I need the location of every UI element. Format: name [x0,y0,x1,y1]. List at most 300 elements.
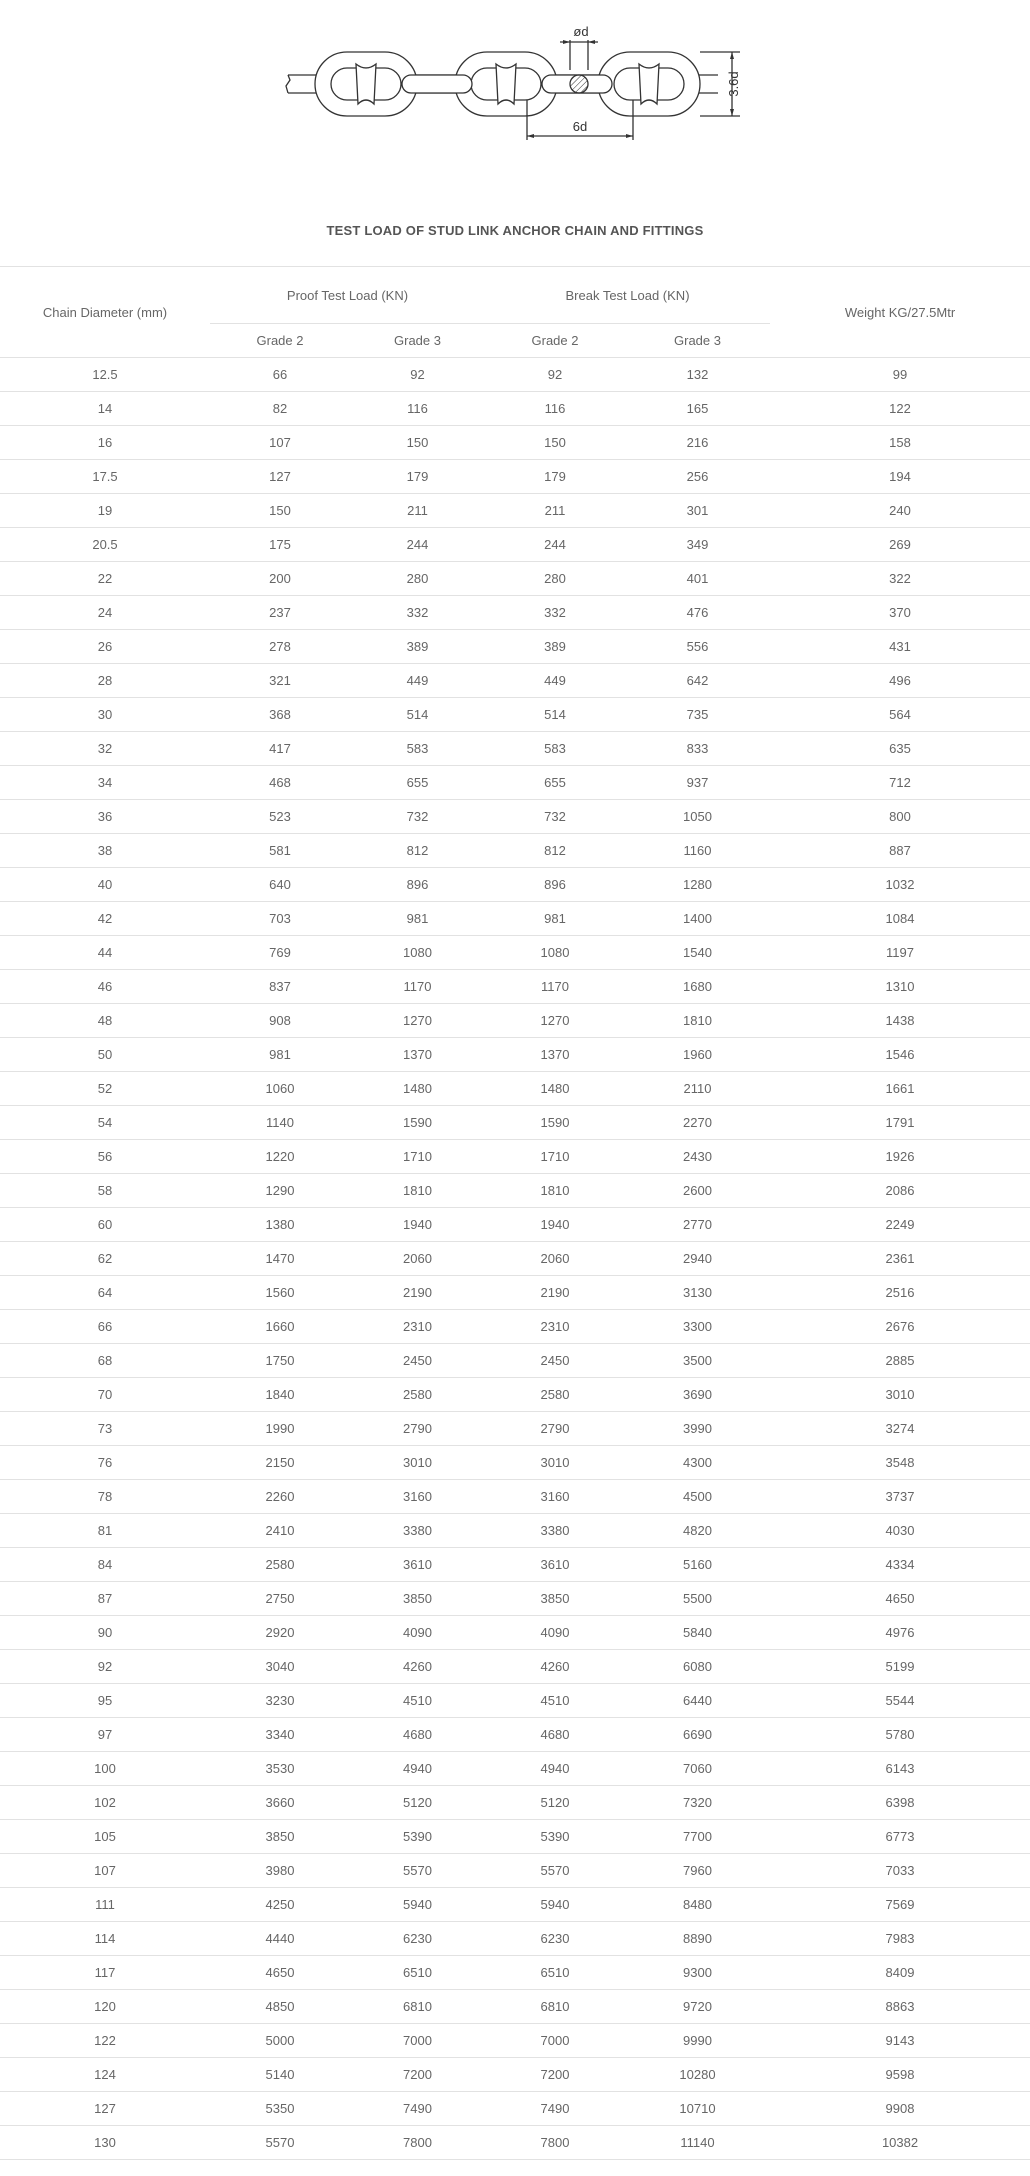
table-title: TEST LOAD OF STUD LINK ANCHOR CHAIN AND FITTINGS [326,223,704,238]
table-row [0,1378,1030,1412]
cell-weight: 1546 [770,1038,1030,1072]
table-row [0,562,1030,596]
cell-proof-grade-2: 3980 [210,1854,350,1888]
cell-break-grade-2: 2790 [485,1412,625,1446]
cell-weight: 1661 [770,1072,1030,1106]
cell-weight: 6143 [770,1752,1030,1786]
cell-weight: 4650 [770,1582,1030,1616]
cell-proof-grade-2: 5350 [210,2092,350,2126]
cell-weight: 158 [770,426,1030,460]
cell-break-grade-3: 10280 [625,2058,770,2092]
cell-break-grade-2: 3610 [485,1548,625,1582]
cell-proof-grade-3: 1370 [350,1038,485,1072]
cell-proof-grade-3: 7000 [350,2024,485,2058]
cell-proof-grade-2: 127 [210,460,350,494]
header-chain-diameter: Chain Diameter (mm) [0,267,210,358]
cell-weight: 3010 [770,1378,1030,1412]
cell-diameter: 12.5 [0,358,210,392]
cell-weight: 4334 [770,1548,1030,1582]
table-row [0,426,1030,460]
cell-weight: 1791 [770,1106,1030,1140]
table-body [0,358,1030,2160]
table-row [0,1820,1030,1854]
cell-weight: 10382 [770,2126,1030,2160]
cell-proof-grade-3: 1170 [350,970,485,1004]
cell-weight: 712 [770,766,1030,800]
table-row [0,1344,1030,1378]
cell-proof-grade-2: 1750 [210,1344,350,1378]
cell-proof-grade-2: 200 [210,562,350,596]
table-row [0,1412,1030,1446]
cell-weight: 7983 [770,1922,1030,1956]
cell-proof-grade-2: 908 [210,1004,350,1038]
dimension-pitch-label: 6d [572,119,588,134]
cell-break-grade-3: 1050 [625,800,770,834]
cell-diameter: 50 [0,1038,210,1072]
cell-proof-grade-2: 5000 [210,2024,350,2058]
cell-break-grade-3: 5500 [625,1582,770,1616]
table-row [0,1650,1030,1684]
cell-proof-grade-2: 981 [210,1038,350,1072]
cell-break-grade-2: 1590 [485,1106,625,1140]
cell-break-grade-2: 1480 [485,1072,625,1106]
cell-proof-grade-2: 1060 [210,1072,350,1106]
cell-break-grade-3: 8890 [625,1922,770,1956]
cell-proof-grade-2: 1560 [210,1276,350,1310]
cell-break-grade-3: 4820 [625,1514,770,1548]
cell-break-grade-2: 1270 [485,1004,625,1038]
cell-break-grade-3: 7060 [625,1752,770,1786]
cell-diameter: 68 [0,1344,210,1378]
cell-break-grade-2: 4680 [485,1718,625,1752]
table-row [0,902,1030,936]
cell-diameter: 48 [0,1004,210,1038]
table-row [0,834,1030,868]
cell-break-grade-3: 401 [625,562,770,596]
table-row [0,630,1030,664]
cell-break-grade-3: 2940 [625,1242,770,1276]
cell-weight: 6398 [770,1786,1030,1820]
cell-break-grade-2: 92 [485,358,625,392]
table-row [0,494,1030,528]
cell-proof-grade-3: 280 [350,562,485,596]
table-row [0,1480,1030,1514]
cell-diameter: 32 [0,732,210,766]
cell-diameter: 52 [0,1072,210,1106]
cell-diameter: 66 [0,1310,210,1344]
cell-proof-grade-2: 1660 [210,1310,350,1344]
cell-diameter: 105 [0,1820,210,1854]
cell-weight: 240 [770,494,1030,528]
cell-weight: 8863 [770,1990,1030,2024]
cell-break-grade-3: 3990 [625,1412,770,1446]
cell-break-grade-3: 3300 [625,1310,770,1344]
cell-proof-grade-2: 1380 [210,1208,350,1242]
cell-weight: 269 [770,528,1030,562]
dimension-width-label: 3.6d [726,71,741,97]
chain-spec-table [0,266,1030,2160]
cell-break-grade-2: 6230 [485,1922,625,1956]
cell-weight: 1310 [770,970,1030,1004]
cell-proof-grade-3: 2190 [350,1276,485,1310]
cell-break-grade-2: 981 [485,902,625,936]
cell-proof-grade-3: 732 [350,800,485,834]
cell-break-grade-2: 4090 [485,1616,625,1650]
cell-proof-grade-3: 4090 [350,1616,485,1650]
cell-break-grade-3: 6440 [625,1684,770,1718]
header-proof-grade-2: Grade 2 [256,333,304,348]
cell-proof-grade-3: 981 [350,902,485,936]
cell-break-grade-3: 256 [625,460,770,494]
table-row [0,1684,1030,1718]
cell-proof-grade-3: 514 [350,698,485,732]
cell-proof-grade-2: 237 [210,596,350,630]
header-proof-test-load: Proof Test Load (KN) [210,267,485,324]
cell-weight: 194 [770,460,1030,494]
cell-break-grade-3: 6690 [625,1718,770,1752]
cell-proof-grade-2: 3850 [210,1820,350,1854]
cell-proof-grade-2: 1290 [210,1174,350,1208]
cell-break-grade-3: 1540 [625,936,770,970]
cell-diameter: 44 [0,936,210,970]
cell-proof-grade-3: 2310 [350,1310,485,1344]
cell-break-grade-3: 1160 [625,834,770,868]
cell-diameter: 114 [0,1922,210,1956]
cell-proof-grade-3: 583 [350,732,485,766]
cell-break-grade-2: 3850 [485,1582,625,1616]
cell-diameter: 30 [0,698,210,732]
cell-break-grade-2: 244 [485,528,625,562]
cell-diameter: 34 [0,766,210,800]
cell-proof-grade-2: 4650 [210,1956,350,1990]
cell-break-grade-3: 4300 [625,1446,770,1480]
cell-proof-grade-3: 3380 [350,1514,485,1548]
cell-break-grade-2: 1370 [485,1038,625,1072]
cell-weight: 7033 [770,1854,1030,1888]
cell-proof-grade-2: 1470 [210,1242,350,1276]
cell-weight: 9908 [770,2092,1030,2126]
cell-break-grade-3: 833 [625,732,770,766]
cell-break-grade-2: 4940 [485,1752,625,1786]
cell-proof-grade-2: 1990 [210,1412,350,1446]
cell-proof-grade-3: 7800 [350,2126,485,2160]
cell-proof-grade-3: 2060 [350,1242,485,1276]
cell-proof-grade-3: 1710 [350,1140,485,1174]
cell-break-grade-3: 556 [625,630,770,664]
cell-diameter: 90 [0,1616,210,1650]
cell-diameter: 46 [0,970,210,1004]
cell-proof-grade-3: 4680 [350,1718,485,1752]
cell-proof-grade-3: 116 [350,392,485,426]
cell-diameter: 60 [0,1208,210,1242]
cell-break-grade-2: 655 [485,766,625,800]
cell-proof-grade-3: 7200 [350,2058,485,2092]
cell-proof-grade-2: 321 [210,664,350,698]
table-row [0,1616,1030,1650]
cell-break-grade-2: 7000 [485,2024,625,2058]
cell-proof-grade-2: 66 [210,358,350,392]
header-weight: Weight KG/27.5Mtr [770,267,1030,358]
cell-weight: 5780 [770,1718,1030,1752]
cell-proof-grade-3: 6810 [350,1990,485,2024]
cell-weight: 322 [770,562,1030,596]
cell-break-grade-2: 150 [485,426,625,460]
cell-break-grade-2: 116 [485,392,625,426]
cell-proof-grade-2: 417 [210,732,350,766]
cell-proof-grade-2: 769 [210,936,350,970]
cell-proof-grade-2: 523 [210,800,350,834]
cell-diameter: 87 [0,1582,210,1616]
cell-break-grade-2: 6810 [485,1990,625,2024]
table-row [0,1072,1030,1106]
table-row [0,1854,1030,1888]
cell-diameter: 62 [0,1242,210,1276]
cell-proof-grade-3: 2580 [350,1378,485,1412]
cell-proof-grade-2: 2920 [210,1616,350,1650]
cell-break-grade-3: 3690 [625,1378,770,1412]
cell-proof-grade-2: 5570 [210,2126,350,2160]
cell-diameter: 100 [0,1752,210,1786]
cell-break-grade-3: 301 [625,494,770,528]
cell-break-grade-2: 211 [485,494,625,528]
cell-diameter: 127 [0,2092,210,2126]
cell-proof-grade-2: 150 [210,494,350,528]
cell-break-grade-2: 732 [485,800,625,834]
table-row [0,868,1030,902]
cell-break-grade-3: 642 [625,664,770,698]
cell-diameter: 81 [0,1514,210,1548]
cell-weight: 99 [770,358,1030,392]
cell-proof-grade-2: 2410 [210,1514,350,1548]
cell-proof-grade-3: 332 [350,596,485,630]
cell-proof-grade-3: 2790 [350,1412,485,1446]
cell-weight: 4976 [770,1616,1030,1650]
cell-proof-grade-3: 896 [350,868,485,902]
table-row [0,1310,1030,1344]
cell-proof-grade-3: 5940 [350,1888,485,1922]
header-break-grade-2: Grade 2 [531,333,579,348]
cell-break-grade-2: 896 [485,868,625,902]
cell-proof-grade-3: 4940 [350,1752,485,1786]
cell-proof-grade-2: 1840 [210,1378,350,1412]
cell-diameter: 14 [0,392,210,426]
cell-proof-grade-2: 468 [210,766,350,800]
cell-proof-grade-2: 2580 [210,1548,350,1582]
cell-weight: 122 [770,392,1030,426]
cell-break-grade-3: 3130 [625,1276,770,1310]
cell-weight: 4030 [770,1514,1030,1548]
cell-weight: 431 [770,630,1030,664]
cell-diameter: 124 [0,2058,210,2092]
cell-proof-grade-2: 3230 [210,1684,350,1718]
cell-diameter: 78 [0,1480,210,1514]
table-row [0,1786,1030,1820]
cell-proof-grade-3: 6230 [350,1922,485,1956]
cell-proof-grade-3: 1270 [350,1004,485,1038]
cell-break-grade-3: 1280 [625,868,770,902]
stud-link-chain-diagram [0,0,1030,150]
cell-diameter: 36 [0,800,210,834]
cell-weight: 1032 [770,868,1030,902]
cell-break-grade-2: 1810 [485,1174,625,1208]
cell-break-grade-2: 583 [485,732,625,766]
cell-diameter: 42 [0,902,210,936]
cell-proof-grade-2: 3040 [210,1650,350,1684]
cell-break-grade-3: 7320 [625,1786,770,1820]
cell-break-grade-3: 5160 [625,1548,770,1582]
table-row [0,1956,1030,1990]
cell-break-grade-2: 3010 [485,1446,625,1480]
cell-break-grade-2: 1170 [485,970,625,1004]
table-row [0,698,1030,732]
cell-diameter: 64 [0,1276,210,1310]
table-row [0,1004,1030,1038]
cell-break-grade-3: 2600 [625,1174,770,1208]
table-row [0,392,1030,426]
cell-proof-grade-3: 150 [350,426,485,460]
cell-diameter: 22 [0,562,210,596]
header-break-test-load: Break Test Load (KN) [485,267,770,324]
cell-break-grade-2: 1080 [485,936,625,970]
cell-proof-grade-2: 82 [210,392,350,426]
cell-break-grade-2: 2190 [485,1276,625,1310]
cell-weight: 6773 [770,1820,1030,1854]
cell-break-grade-2: 332 [485,596,625,630]
dimension-diameter-label: ød [573,24,589,39]
cell-proof-grade-3: 3610 [350,1548,485,1582]
cell-break-grade-2: 449 [485,664,625,698]
cell-proof-grade-2: 278 [210,630,350,664]
cell-proof-grade-2: 581 [210,834,350,868]
cell-break-grade-3: 2430 [625,1140,770,1174]
cell-break-grade-2: 7490 [485,2092,625,2126]
cell-break-grade-2: 5940 [485,1888,625,1922]
cell-diameter: 102 [0,1786,210,1820]
cell-break-grade-3: 735 [625,698,770,732]
cell-break-grade-2: 3160 [485,1480,625,1514]
cell-break-grade-3: 2270 [625,1106,770,1140]
cell-weight: 2361 [770,1242,1030,1276]
cell-break-grade-3: 8480 [625,1888,770,1922]
cell-weight: 2885 [770,1344,1030,1378]
table-row [0,766,1030,800]
cell-break-grade-2: 280 [485,562,625,596]
cell-proof-grade-3: 1940 [350,1208,485,1242]
cell-proof-grade-3: 3850 [350,1582,485,1616]
cell-break-grade-3: 476 [625,596,770,630]
cell-diameter: 73 [0,1412,210,1446]
cell-proof-grade-3: 449 [350,664,485,698]
cell-diameter: 97 [0,1718,210,1752]
cell-diameter: 54 [0,1106,210,1140]
cell-weight: 564 [770,698,1030,732]
cell-proof-grade-2: 837 [210,970,350,1004]
cell-break-grade-3: 1400 [625,902,770,936]
cell-break-grade-3: 7700 [625,1820,770,1854]
cell-break-grade-3: 1680 [625,970,770,1004]
cell-break-grade-3: 9300 [625,1956,770,1990]
cell-break-grade-2: 2060 [485,1242,625,1276]
cell-proof-grade-3: 3010 [350,1446,485,1480]
table-row [0,1514,1030,1548]
table-row [0,732,1030,766]
cell-proof-grade-2: 3530 [210,1752,350,1786]
cell-weight: 2676 [770,1310,1030,1344]
table-row [0,936,1030,970]
cell-break-grade-2: 4260 [485,1650,625,1684]
cell-proof-grade-3: 655 [350,766,485,800]
cell-break-grade-3: 216 [625,426,770,460]
cell-proof-grade-3: 244 [350,528,485,562]
cell-break-grade-2: 1710 [485,1140,625,1174]
cell-proof-grade-2: 107 [210,426,350,460]
cell-weight: 8409 [770,1956,1030,1990]
table-row [0,2058,1030,2092]
cell-break-grade-3: 2770 [625,1208,770,1242]
cell-weight: 1197 [770,936,1030,970]
cell-break-grade-2: 812 [485,834,625,868]
cell-proof-grade-3: 7490 [350,2092,485,2126]
cell-proof-grade-3: 4510 [350,1684,485,1718]
cell-proof-grade-2: 3660 [210,1786,350,1820]
cell-weight: 800 [770,800,1030,834]
cell-break-grade-3: 10710 [625,2092,770,2126]
cell-diameter: 24 [0,596,210,630]
cell-break-grade-3: 3500 [625,1344,770,1378]
cell-break-grade-2: 1940 [485,1208,625,1242]
cell-break-grade-2: 5120 [485,1786,625,1820]
table-row [0,2024,1030,2058]
cell-break-grade-2: 7800 [485,2126,625,2160]
cell-weight: 635 [770,732,1030,766]
cell-proof-grade-2: 640 [210,868,350,902]
table-row [0,1582,1030,1616]
table-row [0,1038,1030,1072]
header-proof-grade-3: Grade 3 [394,333,441,348]
cell-proof-grade-2: 1220 [210,1140,350,1174]
cell-weight: 370 [770,596,1030,630]
table-row [0,358,1030,392]
cell-proof-grade-3: 5120 [350,1786,485,1820]
cell-diameter: 76 [0,1446,210,1480]
cell-proof-grade-3: 92 [350,358,485,392]
cell-break-grade-2: 5570 [485,1854,625,1888]
cell-proof-grade-2: 703 [210,902,350,936]
cell-weight: 5544 [770,1684,1030,1718]
cell-diameter: 95 [0,1684,210,1718]
cell-break-grade-3: 6080 [625,1650,770,1684]
cell-break-grade-3: 7960 [625,1854,770,1888]
cell-diameter: 117 [0,1956,210,1990]
cell-proof-grade-2: 175 [210,528,350,562]
cell-break-grade-2: 5390 [485,1820,625,1854]
table-row [0,970,1030,1004]
cell-break-grade-3: 5840 [625,1616,770,1650]
table-row [0,460,1030,494]
cell-proof-grade-2: 4850 [210,1990,350,2024]
cell-proof-grade-3: 5570 [350,1854,485,1888]
cell-proof-grade-2: 3340 [210,1718,350,1752]
cell-weight: 496 [770,664,1030,698]
cell-proof-grade-3: 4260 [350,1650,485,1684]
cell-diameter: 107 [0,1854,210,1888]
cell-diameter: 38 [0,834,210,868]
cell-diameter: 40 [0,868,210,902]
cell-weight: 3737 [770,1480,1030,1514]
cell-weight: 5199 [770,1650,1030,1684]
cell-break-grade-3: 9990 [625,2024,770,2058]
cell-weight: 887 [770,834,1030,868]
